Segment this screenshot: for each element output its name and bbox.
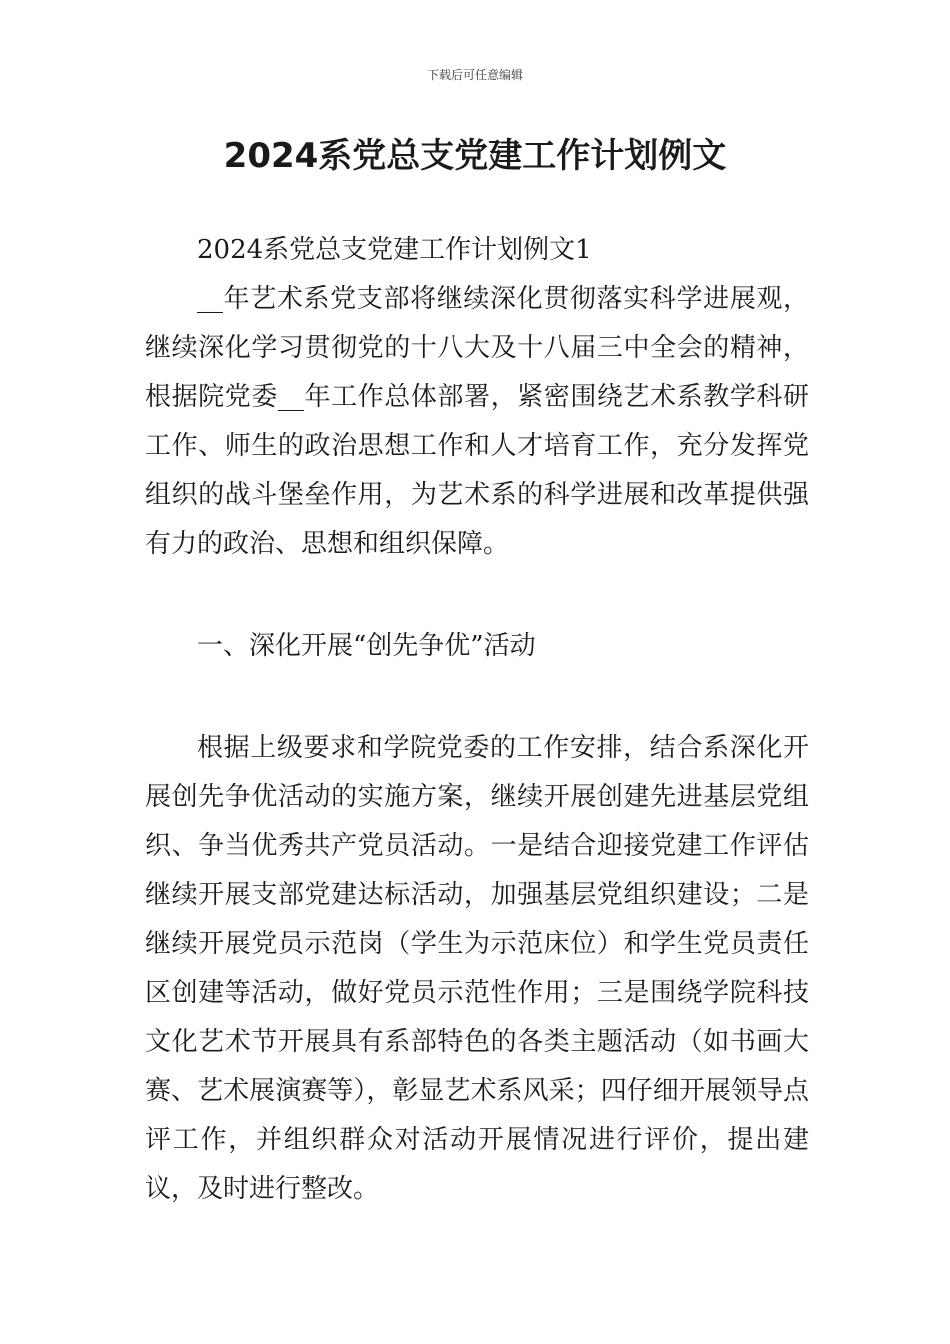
- section-heading: 一、深化开展“创先争优”活动: [197, 631, 536, 661]
- document-title: 2024系党总支党建工作计划例文: [223, 136, 727, 176]
- document-subtitle: 2024系党总支党建工作计划例文1: [197, 235, 592, 265]
- section-body-paragraph: 根据上级要求和学院党委的工作安排，结合系深化开展创先争优活动的实施方案，继续开展创建先进基层党组织、争当优秀共产党员活动。一是结合迎接党建工作评估继续开展支部党建达标活动，加强基层党组织建设；二是继续开展党员示范岗（学生为示范床位）和学生党员责任区创建等活动，做好党员示范性作用；三是围绕学院科技文化艺术节开展具有系部特色的各类主题活动（如书画大赛、艺术展演赛等），彰显艺术系风采；四仔细开展领导点评工作，并组织群众对活动开展情况进行评价，提出建议，及时进行整改。: [145, 733, 809, 1204]
- intro-paragraph: __年艺术系党支部将继续深化贯彻落实科学进展观，继续深化学习贯彻党的十八大及十八届三中全会的精神，根据院党委__年工作总体部署，紧密围绕艺术系教学科研工作、师生的政治思想工作和人才培育工作，充分发挥党组织的战斗堡垒作用，为艺术系的科学进展和改革提供强有力的政治、思想和组织保障。: [145, 284, 809, 559]
- header-note: 下载后可任意编辑: [426, 68, 523, 82]
